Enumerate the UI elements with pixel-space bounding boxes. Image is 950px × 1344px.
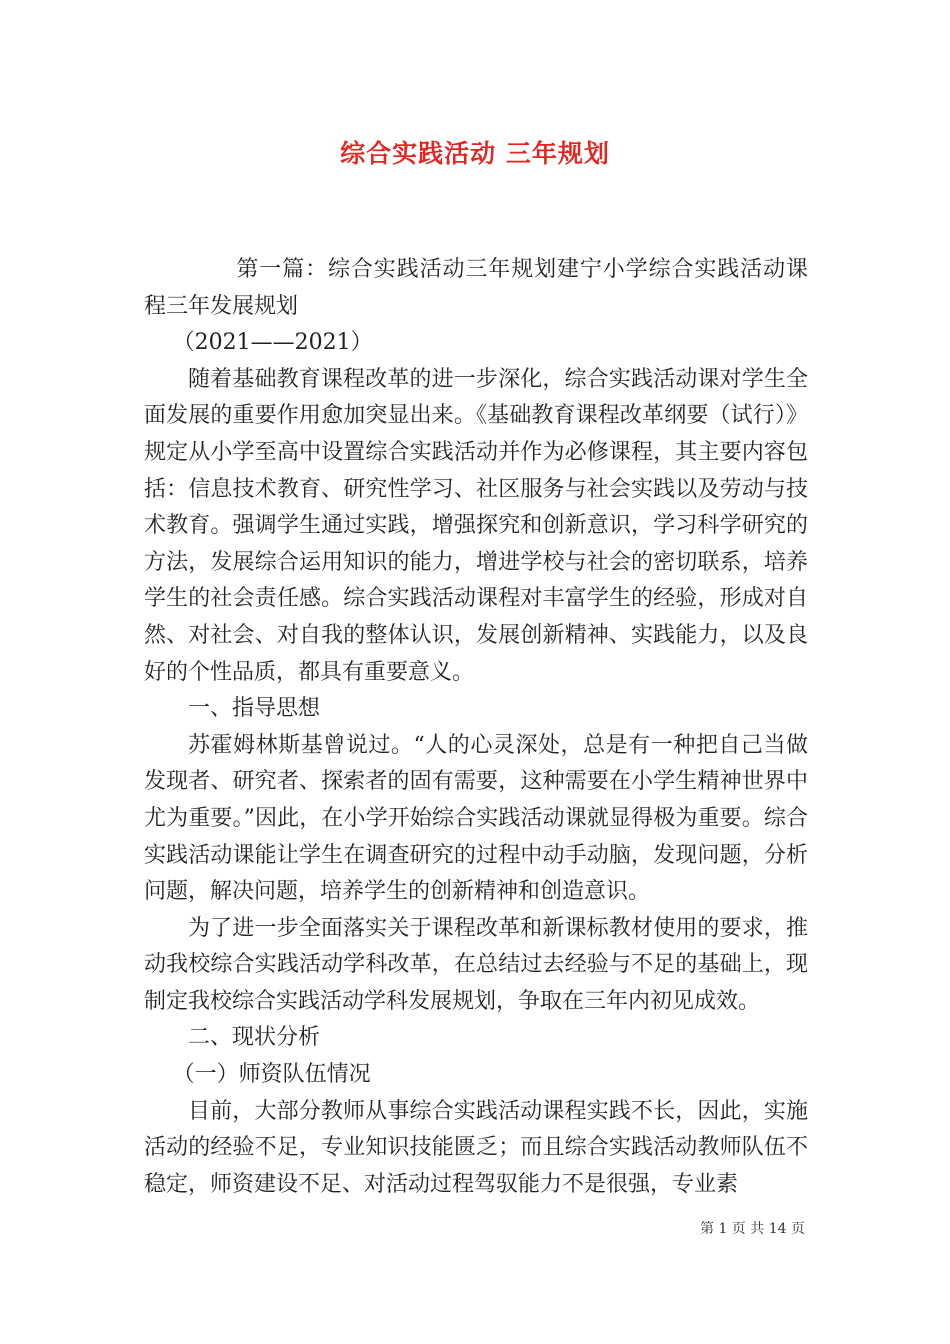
page-number-footer: 第 1 页 共 14 页 bbox=[700, 1221, 805, 1237]
section-heading-guiding-ideology: 一、指导思想 bbox=[188, 696, 321, 722]
subsection-heading-teachers: （一）师资队伍情况 bbox=[172, 1062, 371, 1088]
document-body bbox=[144, 252, 808, 1203]
document-title: 综合实践活动 三年规划 bbox=[340, 139, 610, 168]
paragraph-chapter-heading: 第一篇：综合实践活动三年规划建宁小学综合实践活动课程三年发展规划 bbox=[144, 257, 808, 319]
paragraph-year-range: （2021——2021） bbox=[172, 330, 373, 356]
paragraph-teachers-status: 目前，大部分教师从事综合实践活动课程实践不长，因此，实施活动的经验不足，专业知识技能匮乏；而且综合实践活动教师队伍不稳定，师资建设不足、对活动过程驾驭能力不是很强，专业素 bbox=[144, 1098, 808, 1197]
section-heading-status-analysis: 二、现状分析 bbox=[188, 1025, 321, 1051]
paragraph-introduction: 随着基础教育课程改革的进一步深化，综合实践活动课对学生全面发展的重要作用愈加突显出来。《基础教育课程改革纲要（试行）》规定从小学至高中设置综合实践活动并作为必修课程，其主要内容包括：信息技术教育、研究性学习、社区服务与社会实践以及劳动与技术教育。强调学生通过实践，增强探究和创新意识，学习科学研究的方法，发展综合运用知识的能力，增进学校与社会的密切联系，培养学生的社会责任感。综合实践活动课程对丰富学生的经验，形成对自然、对社会、对自我的整体认识，发展创新精神、实践能力，以及良好的个性品质，都具有重要意义。 bbox=[144, 366, 808, 685]
paragraph-quote: 苏霍姆林斯基曾说过。“人的心灵深处，总是有一种把自己当做发现者、研究者、探索者的固有需要，这种需要在小学生精神世界中尤为重要。”因此，在小学开始综合实践活动课就显得极为重要。综合实践活动课能让学生在调查研究的过程中动手动脑，发现问题，分析问题，解决问题，培养学生的创新精神和创造意识。 bbox=[144, 732, 808, 905]
paragraph-purpose: 为了进一步全面落实关于课程改革和新课标教材使用的要求，推动我校综合实践活动学科改革，在总结过去经验与不足的基础上，现制定我校综合实践活动学科发展规划，争取在三年内初见成效。 bbox=[144, 915, 808, 1014]
